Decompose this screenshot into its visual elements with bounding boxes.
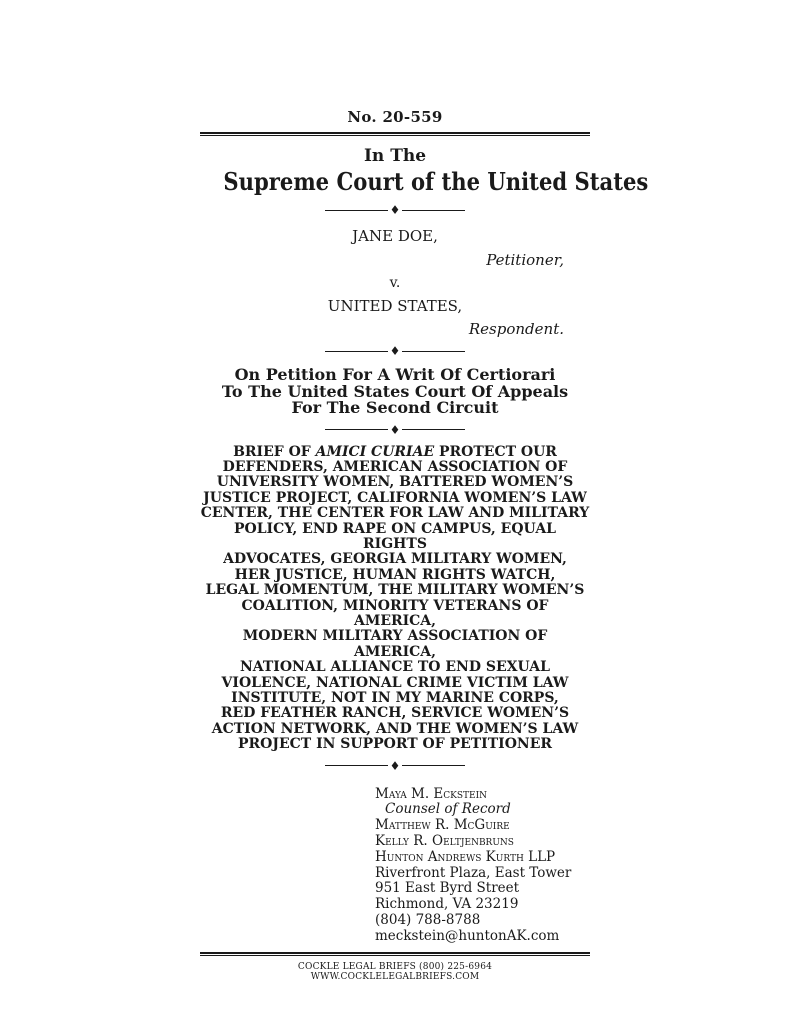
- divider-line: [402, 429, 465, 430]
- phone-number: (804) 788-8788: [375, 912, 481, 928]
- diamond-divider: [200, 424, 590, 436]
- divider-line: [325, 351, 388, 352]
- court-name: Supreme Court of the United States: [223, 167, 649, 196]
- brief-title-line: NATIONAL ALLIANCE TO END SEXUAL: [240, 659, 550, 676]
- petitioner-name: JANE DOE,: [352, 227, 438, 245]
- counsel-of-record: Counsel of Record: [385, 801, 511, 818]
- divider-line: [325, 429, 388, 430]
- divider-line: [402, 210, 465, 211]
- divider-line: [402, 765, 465, 766]
- double-rule-top: [200, 132, 590, 136]
- counsel-block: [200, 787, 590, 945]
- diamond-divider: [200, 204, 590, 216]
- brief-title-line: CENTER, THE CENTER FOR LAW AND MILITARY: [200, 505, 590, 522]
- diamond-icon: ♦: [389, 422, 401, 437]
- respondent-name: UNITED STATES,: [327, 297, 463, 315]
- petition-line: To The United States Court Of Appeals: [221, 381, 569, 401]
- brief-title-line: DEFENDERS, AMERICAN ASSOCIATION OF: [222, 458, 568, 475]
- cover-content-column: [200, 0, 649, 982]
- diamond-divider: [200, 760, 590, 772]
- printer-name-phone: COCKLE LEGAL BRIEFS (800) 225-6964: [297, 961, 493, 972]
- petition-statement: [200, 367, 590, 417]
- amici-curiae-italic: AMICI CURIAE: [315, 443, 435, 460]
- address-line: 951 East Byrd Street: [375, 880, 520, 897]
- brief-title-line: RED FEATHER RANCH, SERVICE WOMEN’S: [220, 705, 570, 722]
- petition-line: On Petition For A Writ Of Certiorari: [234, 365, 556, 384]
- divider-line: [325, 765, 388, 766]
- diamond-icon: ♦: [389, 203, 401, 217]
- case-caption: [200, 227, 590, 338]
- brief-title-line: PROJECT IN SUPPORT OF PETITIONER: [238, 736, 552, 753]
- brief-title-line: MODERN MILITARY ASSOCIATION OF AMERICA,: [242, 628, 548, 660]
- brief-title-line: INSTITUTE, NOT IN MY MARINE CORPS,: [231, 690, 559, 706]
- brief-title-line: ADVOCATES, GEORGIA MILITARY WOMEN,: [223, 551, 567, 568]
- petitioner-role: Petitioner,: [486, 251, 564, 269]
- brief-title-line: POLICY, END RAPE ON CAMPUS, EQUAL RIGHTS: [233, 520, 557, 552]
- counsel-name: Matthew R. McGuire: [375, 817, 510, 834]
- diamond-divider: [200, 345, 590, 357]
- brief-title-line: VIOLENCE, NATIONAL CRIME VICTIM LAW: [221, 674, 569, 691]
- address-line: Richmond, VA 23219: [375, 896, 519, 913]
- court-heading-in-the: In The: [363, 146, 427, 166]
- divider-line: [325, 210, 388, 211]
- counsel-name: Maya M. Eckstein: [375, 785, 488, 802]
- address-line: Riverfront Plaza, East Tower: [375, 864, 572, 881]
- brief-title-line: LEGAL MOMENTUM, THE MILITARY WOMEN’S: [205, 582, 585, 599]
- versus: v.: [389, 275, 401, 291]
- petition-line: For The Second Circuit: [291, 398, 499, 417]
- divider-line: [402, 351, 465, 352]
- brief-title: [200, 445, 590, 753]
- brief-title-line: HER JUSTICE, HUMAN RIGHTS WATCH,: [234, 566, 556, 583]
- counsel-name: Kelly R. Oeltjenbruns: [375, 833, 514, 850]
- brief-title-line: JUSTICE PROJECT, CALIFORNIA WOMEN’S LAW: [203, 489, 587, 506]
- double-rule-bottom: [200, 952, 590, 956]
- printer-footer: [200, 962, 590, 982]
- diamond-icon: ♦: [389, 344, 401, 358]
- diamond-icon: ♦: [389, 758, 401, 773]
- brief-title-line: UNIVERSITY WOMEN, BATTERED WOMEN’S: [216, 474, 574, 491]
- brief-title-line: BRIEF OF AMICI CURIAE PROTECT OUR: [233, 443, 557, 460]
- brief-title-line: ACTION NETWORK, AND THE WOMEN’S LAW: [211, 720, 579, 737]
- law-firm-name: Hunton Andrews Kurth LLP: [375, 848, 556, 865]
- brief-title-line: COALITION, MINORITY VETERANS OF AMERICA,: [241, 597, 549, 629]
- respondent-role: Respondent.: [468, 320, 564, 338]
- email-address: meckstein@huntonAK.com: [375, 927, 560, 944]
- docket-number: No. 20-559: [347, 108, 443, 126]
- printer-website: WWW.COCKLELEGALBRIEFS.COM: [310, 971, 480, 982]
